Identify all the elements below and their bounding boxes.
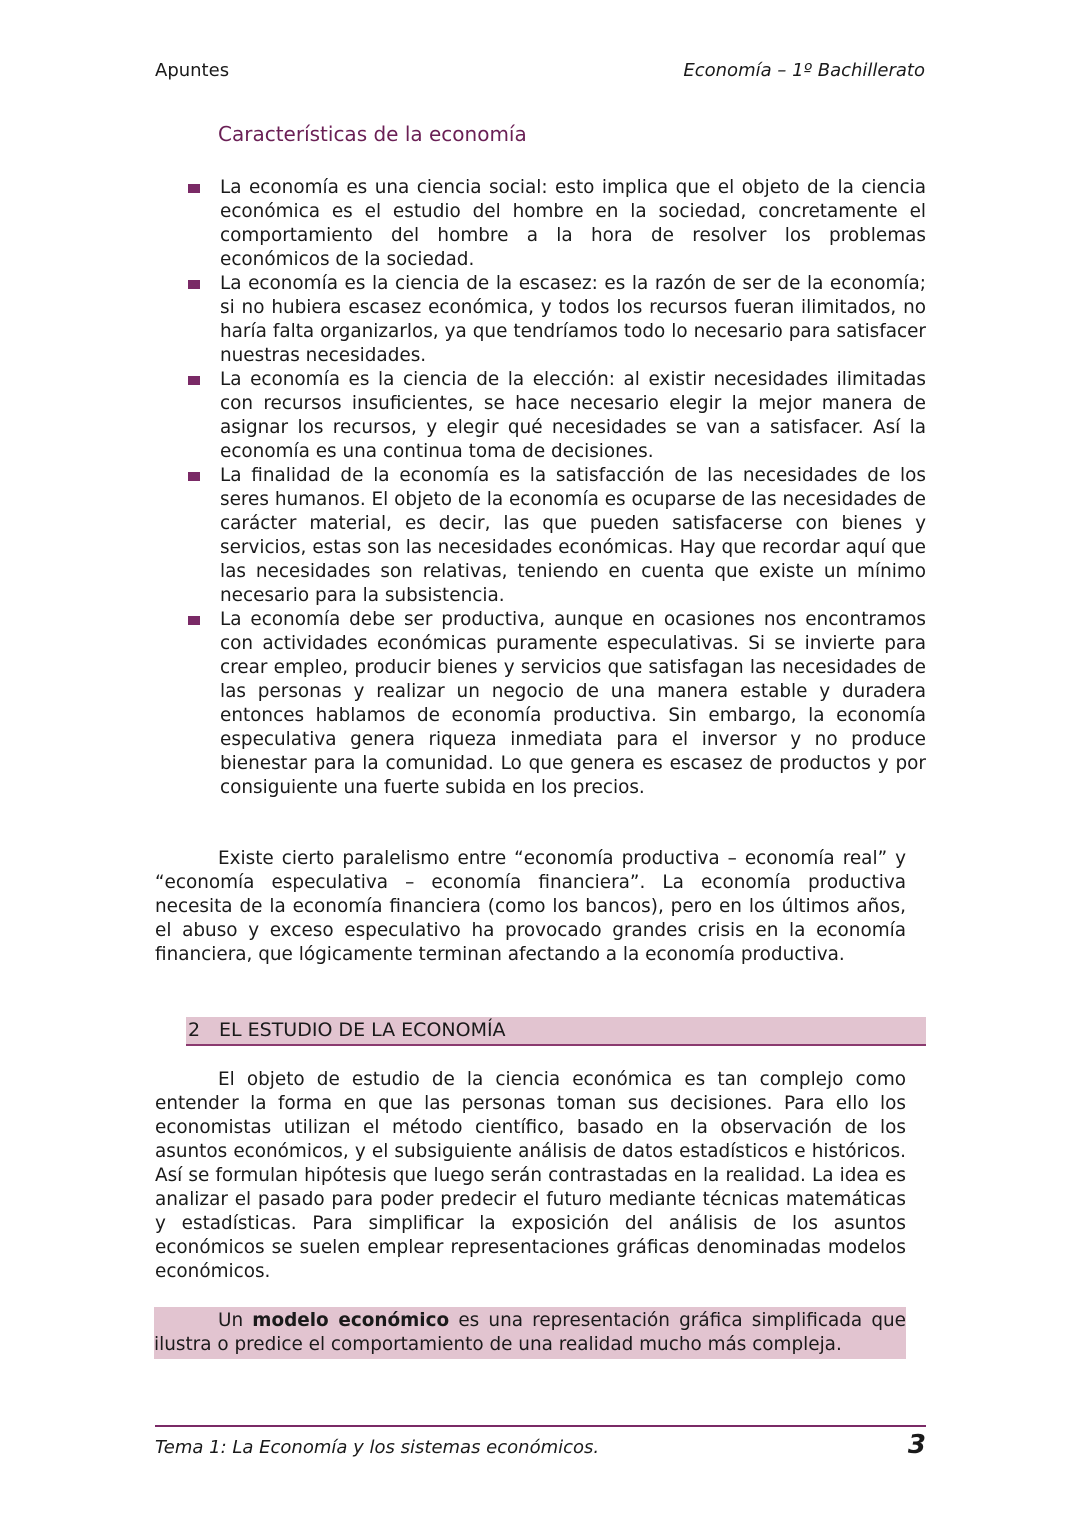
section-number: 2 — [188, 1019, 201, 1041]
square-bullet-icon — [188, 280, 200, 289]
footer-divider — [155, 1425, 926, 1427]
header-right-label: Economía – 1º Bachillerato — [683, 60, 925, 81]
square-bullet-icon — [188, 376, 200, 385]
list-item-text: La economía es la ciencia de la escasez: es la razón de ser de la economía; si no hubiera escasez económica, y todos los recursos fueran ilimitados, no haría falta organizarlos, ya que tendríamos todo lo necesario para satisfacer nuestras necesidades. — [220, 273, 926, 366]
page-number: 3 — [907, 1430, 926, 1460]
section-title: EL ESTUDIO DE LA ECONOMÍA — [219, 1019, 506, 1041]
list-item — [186, 368, 926, 464]
definition-term: modelo económico — [252, 1310, 450, 1331]
page-header — [155, 58, 925, 88]
paragraph-study: El objeto de estudio de la ciencia económica es tan complejo como entender la forma en que las personas toman sus decisiones. Para ello los economistas utilizan el método científico, basado en la observación de los asuntos económicos, y el subsiguiente análisis de datos estadísticos e históricos. Así se formulan hipótesis que luego serán contrastadas en la realidad. La idea es analizar el pasado para poder predecir el futuro mediante técnicas matemáticas y estadísticas. Para simplificar la exposición del análisis de los asuntos económicos se suelen emplear representaciones gráficas denominadas modelos económicos. — [155, 1069, 906, 1282]
footer-text: Tema 1: La Economía y los sistemas económicos. — [155, 1437, 600, 1458]
section-subtitle: Características de la economía — [218, 122, 527, 146]
square-bullet-icon — [188, 616, 200, 625]
list-item-text: La economía es una ciencia social: esto implica que el objeto de la ciencia económica es el estudio del hombre en la sociedad, concretamente el comportamiento del hombre a la hora de resolver los problemas económicos de la sociedad. — [220, 177, 926, 270]
paragraph-parallelism: Existe cierto paralelismo entre “economía productiva – economía real” y “economía especulativa – economía financiera”. La economía productiva necesita de la economía financiera (como los bancos), pero en los últimos años, el abuso y exceso especulativo ha provocado grandes crisis en la economía financiera, que lógicamente terminan afectando a la economía productiva. — [155, 848, 906, 965]
definition-rest: es una representación gráfica simplificada que ilustra o predice el comportamiento de una realidad mucho más compleja. — [154, 1310, 906, 1355]
definition-text — [154, 1307, 906, 1357]
list-item — [186, 272, 926, 368]
list-item-text: La finalidad de la economía es la satisfacción de las necesidades de los seres humanos. El objeto de la economía es ocuparse de las necesidades de carácter material, es decir, las que pueden satisfacerse con bienes y servicios, estas son las necesidades económicas. Hay que recordar aquí que las necesidades son relativas, teniendo en cuenta que existe un mínimo necesario para la subsistencia. — [220, 465, 926, 606]
header-left-label: Apuntes — [155, 60, 230, 81]
list-item — [186, 608, 926, 800]
square-bullet-icon — [188, 184, 200, 193]
definition-box — [154, 1307, 906, 1359]
list-item — [186, 176, 926, 272]
section-heading — [186, 1017, 926, 1046]
definition-lead: Un — [218, 1310, 253, 1331]
list-item — [186, 464, 926, 608]
square-bullet-icon — [188, 472, 200, 481]
list-item-text: La economía debe ser productiva, aunque en ocasiones nos encontramos con actividades económicas puramente especulativas. Si se invierte para crear empleo, producir bienes y servicios que satisfagan las necesidades de las personas y realizar un negocio de una manera estable y duradera entonces hablamos de economía productiva. Sin embargo, la economía especulativa genera riqueza inmediata para el inversor y no produce bienestar para la comunidad. Lo que genera es escasez de productos y por consiguiente una fuerte subida en los precios. — [220, 609, 926, 798]
characteristics-list — [186, 176, 926, 800]
list-item-text: La economía es la ciencia de la elección: al existir necesidades ilimitadas con recursos insuficientes, se hace necesario elegir la mejor manera de asignar los recursos, y elegir qué necesidades se van a satisfacer. Así la economía es una continua toma de decisiones. — [220, 369, 926, 462]
